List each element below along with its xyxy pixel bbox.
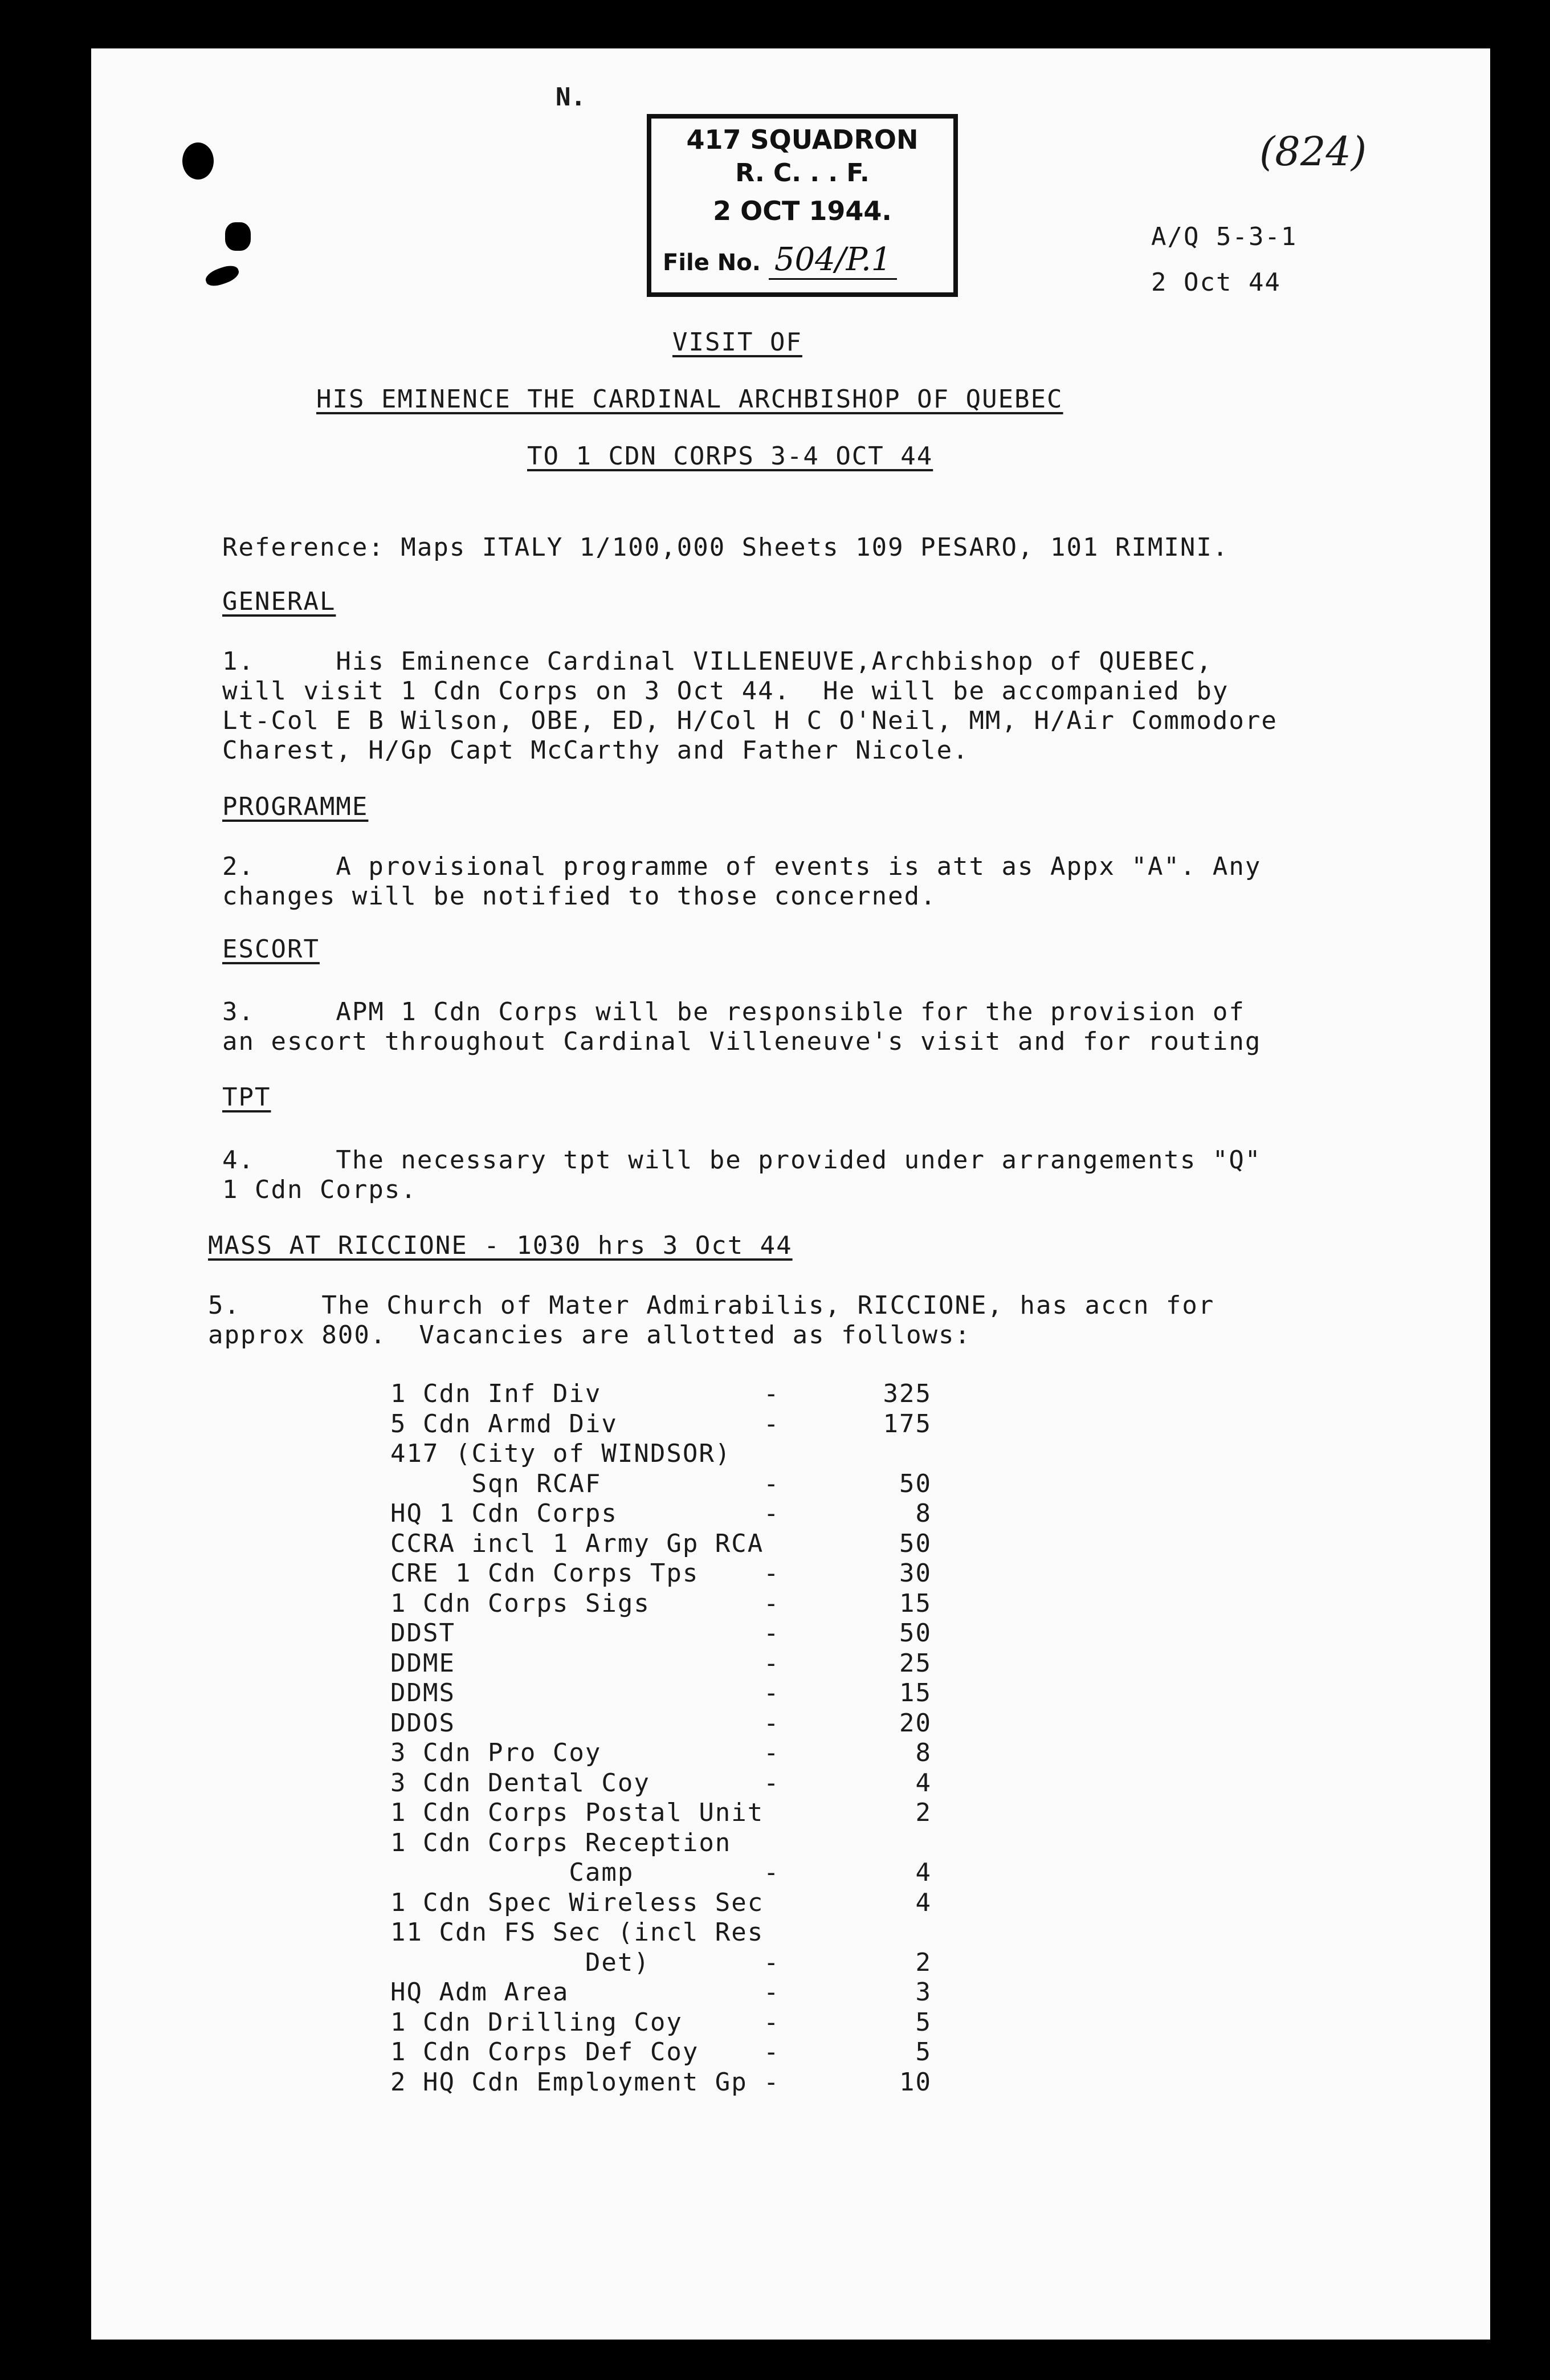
allotment-count: 325	[883, 1379, 932, 1408]
allotment-dash: -	[764, 1947, 780, 1977]
allotment-dash: -	[764, 2007, 780, 2037]
allotment-unit: 1 Cdn Corps Postal Unit	[390, 1798, 764, 1827]
stamp-mark: N.	[556, 83, 586, 112]
heading-mass: MASS AT RICCIONE - 1030 hrs 3 Oct 44	[208, 1231, 793, 1260]
title-line1: VISIT OF	[672, 328, 802, 357]
allotment-dash: -	[764, 1619, 780, 1648]
para2-line2: changes will be notified to those concerned.	[222, 882, 937, 911]
document-page	[91, 48, 1490, 2340]
stamp-file-label: File No.	[663, 250, 761, 276]
allotment-unit: 417 (City of WINDSOR)	[390, 1439, 732, 1468]
stamp-file-row	[663, 241, 953, 278]
para1-line1: 1. His Eminence Cardinal VILLENEUVE,Archbishop of QUEBEC,	[222, 647, 1213, 676]
allotment-unit: 1 Cdn Spec Wireless Sec	[390, 1888, 764, 1917]
allotment-count: 5	[915, 2007, 932, 2037]
allotment-count: 175	[883, 1409, 932, 1438]
para1-line4: Charest, H/Gp Capt McCarthy and Father Nicole.	[222, 736, 969, 765]
title-line3: TO 1 CDN CORPS 3-4 OCT 44	[527, 442, 933, 471]
allotment-count: 50	[899, 1529, 932, 1558]
para1-line2: will visit 1 Cdn Corps on 3 Oct 44. He will be accompanied by	[222, 676, 1229, 706]
punch-hole-mark	[225, 222, 251, 251]
allotment-unit: 5 Cdn Armd Div	[390, 1409, 618, 1438]
allotment-unit: 1 Cdn Corps Sigs	[390, 1588, 650, 1618]
allotment-dash: -	[764, 1499, 780, 1528]
para5-line2: approx 800. Vacancies are allotted as follows:	[208, 1321, 972, 1350]
para3-line1: 3. APM 1 Cdn Corps will be responsible for the provision of	[222, 997, 1245, 1026]
allotment-unit: Camp	[390, 1858, 634, 1887]
allotment-dash: -	[764, 2037, 780, 2067]
stamp-date: 2 OCT 1944.	[713, 195, 892, 226]
allotment-dash: -	[764, 1738, 780, 1767]
allotment-unit: HQ 1 Cdn Corps	[390, 1499, 618, 1528]
reference-code: A/Q 5-3-1	[1151, 222, 1298, 251]
allotment-unit: 3 Cdn Pro Coy	[390, 1738, 602, 1767]
allotment-count: 15	[899, 1588, 932, 1618]
allotment-dash: -	[764, 1588, 780, 1618]
allotment-count: 15	[899, 1678, 932, 1707]
allotment-unit: DDMS	[390, 1678, 455, 1707]
allotment-count: 4	[915, 1888, 932, 1917]
allotment-dash: -	[764, 1678, 780, 1707]
handwritten-reference: (824)	[1259, 128, 1367, 175]
para4-line2: 1 Cdn Corps.	[222, 1175, 417, 1204]
allotment-unit: 2 HQ Cdn Employment Gp	[390, 2067, 748, 2097]
allotment-unit: DDST	[390, 1619, 455, 1648]
allotment-count: 10	[899, 2067, 932, 2097]
allotment-dash: -	[764, 1768, 780, 1798]
para3-line2: an escort throughout Cardinal Villeneuve's visit and for routing	[222, 1027, 1262, 1056]
title-line2: HIS EMINENCE THE CARDINAL ARCHBISHOP OF QUEBEC	[316, 385, 1063, 414]
allotment-dash: -	[764, 1858, 780, 1887]
allotment-count: 50	[899, 1469, 932, 1498]
allotment-count: 25	[899, 1648, 932, 1678]
allotment-dash: -	[764, 1559, 780, 1588]
allotment-count: 2	[915, 1798, 932, 1827]
allotment-count: 50	[899, 1619, 932, 1648]
punch-hole-mark	[182, 142, 214, 180]
allotment-unit: 11 Cdn FS Sec (incl Res	[390, 1918, 764, 1947]
para1-line3: Lt-Col E B Wilson, OBE, ED, H/Col H C O'Neil, MM, H/Air Commodore	[222, 706, 1278, 735]
allotment-unit: DDOS	[390, 1708, 455, 1738]
heading-general: GENERAL	[222, 587, 336, 616]
allotment-count: 2	[915, 1947, 932, 1977]
allotment-count: 5	[915, 2037, 932, 2067]
para2-line1: 2. A provisional programme of events is att as Appx "A". Any	[222, 852, 1262, 881]
heading-escort: ESCORT	[222, 935, 320, 964]
allotment-unit: HQ Adm Area	[390, 1978, 569, 2007]
ink-mark	[203, 263, 241, 290]
para5-line1: 5. The Church of Mater Admirabilis, RICCIONE, has accn for	[208, 1291, 1215, 1320]
reference-line: Reference: Maps ITALY 1/100,000 Sheets 109 PESARO, 101 RIMINI.	[222, 533, 1229, 562]
stamp-line2: R. C. . . F.	[735, 158, 870, 188]
allotment-unit: 1 Cdn Drilling Coy	[390, 2007, 683, 2037]
stamp-unit: 417 SQUADRON	[686, 124, 919, 155]
allotment-dash: -	[764, 1379, 780, 1408]
allotment-dash: -	[764, 1409, 780, 1438]
allotment-unit: CRE 1 Cdn Corps Tps	[390, 1559, 699, 1588]
allotment-unit: 3 Cdn Dental Coy	[390, 1768, 650, 1798]
allotment-dash: -	[764, 1708, 780, 1738]
allotment-count: 3	[915, 1978, 932, 2007]
allotment-unit: 1 Cdn Inf Div	[390, 1379, 602, 1408]
allotment-count: 20	[899, 1708, 932, 1738]
allotment-count: 4	[915, 1768, 932, 1798]
heading-programme: PROGRAMME	[222, 792, 369, 821]
allotment-count: 30	[899, 1559, 932, 1588]
allotment-count: 8	[915, 1499, 932, 1528]
allotment-dash: -	[764, 1978, 780, 2007]
allotment-dash: -	[764, 1469, 780, 1498]
document-date: 2 Oct 44	[1151, 268, 1281, 297]
squadron-receipt-stamp	[647, 114, 958, 297]
heading-tpt: TPT	[222, 1083, 271, 1112]
allotment-dash: -	[764, 2067, 780, 2097]
para4-line1: 4. The necessary tpt will be provided under arrangements "Q"	[222, 1146, 1262, 1175]
allotment-dash: -	[764, 1648, 780, 1678]
allotment-unit: 1 Cdn Corps Reception	[390, 1828, 732, 1857]
allotment-count: 4	[915, 1858, 932, 1887]
stamp-file-number: 504/P.1	[769, 241, 898, 280]
allotment-unit: Sqn RCAF	[390, 1469, 602, 1498]
allotment-unit: Det)	[390, 1947, 650, 1977]
allotment-unit: CCRA incl 1 Army Gp RCA	[390, 1529, 764, 1558]
allotment-unit: DDME	[390, 1648, 455, 1678]
allotment-unit: 1 Cdn Corps Def Coy	[390, 2037, 699, 2067]
allotment-count: 8	[915, 1738, 932, 1767]
